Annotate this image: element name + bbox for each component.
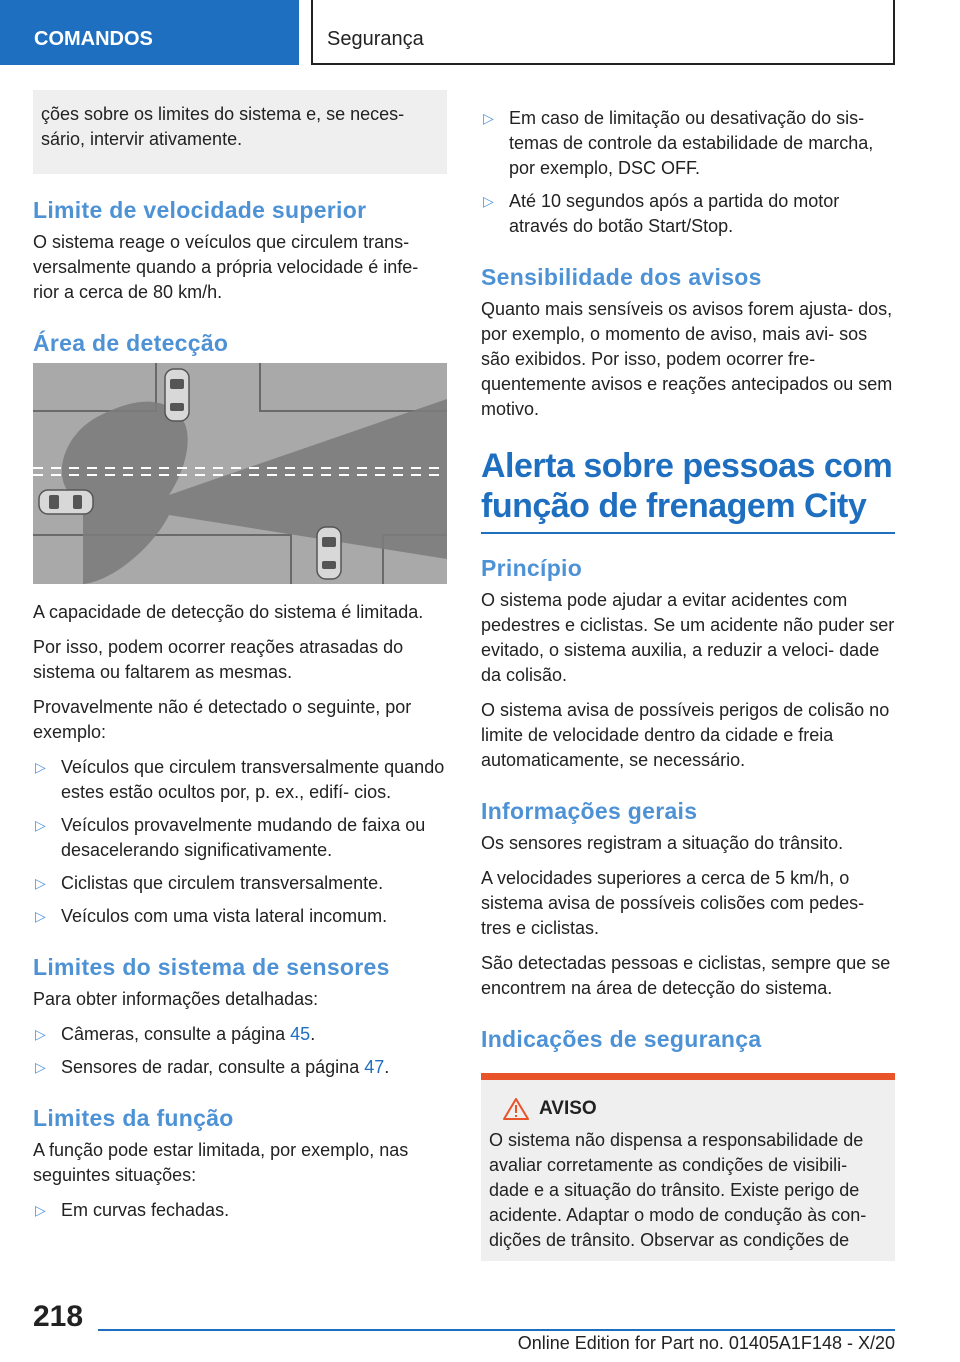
list-item: ▷ Veículos com uma vista lateral incomum. <box>33 904 447 929</box>
heading-principle: Princípio <box>481 555 583 581</box>
heading-function-limits: Limites da função <box>33 1105 234 1131</box>
detection-text-3: Provavelmente não é detectado o seguinte, por exemplo: <box>33 697 412 742</box>
triangle-bullet-icon: ▷ <box>35 817 46 833</box>
heading-speed-limit: Limite de velocidade superior <box>33 197 367 223</box>
warning-label: AVISO <box>539 1098 597 1119</box>
triangle-bullet-icon: ▷ <box>35 1202 46 1218</box>
triangle-bullet-icon: ▷ <box>35 908 46 924</box>
function-limits-text: A função pode estar limitada, por exemplo, nas seguintes situações: <box>33 1140 409 1185</box>
detection-list <box>33 755 447 929</box>
shaded-note-text: ções sobre os limites do sistema e, se neces- sário, intervir ativamente. <box>41 104 405 149</box>
speed-limit-text: O sistema reage o veículos que circulem trans- versalmente quando a própria velocidade é infe- rior a cerca de 80 km/h. <box>33 232 419 302</box>
general-info-text-2: A velocidades superiores a cerca de 5 km/h, o sistema avisa de possíveis colisões com pedes- tres e ciclistas. <box>481 868 865 938</box>
sensor-list <box>33 1022 447 1080</box>
triangle-bullet-icon: ▷ <box>35 1059 46 1075</box>
list-item: ▷ Câmeras, consulte a página 45. <box>33 1022 447 1047</box>
list-item: ▷ Ciclistas que circulem transversalmente. <box>33 871 447 896</box>
detection-text-1: A capacidade de detecção do sistema é limitada. <box>33 602 424 622</box>
heading-safety: Indicações de segurança <box>481 1026 762 1052</box>
list-item: ▷ Sensores de radar, consulte a página 47. <box>33 1055 447 1080</box>
principle-text-1: O sistema pode ajudar a evitar acidentes com pedestres e ciclistas. Se um acidente não puder ser evitado, o sistema auxilia, a reduzir a veloci- dade da colisão. <box>481 590 895 685</box>
car-icon-bottom <box>317 527 341 579</box>
warning-text: O sistema não dispensa a responsabilidade de avaliar corretamente as condições de visibili- dade e a situação do trânsito. Existe perigo de acidente. Adaptar o modo de condução às con- dições de trânsito. Observar as condições de <box>489 1130 867 1250</box>
heading-warning-sensitivity: Sensibilidade dos avisos <box>481 264 762 290</box>
page-link-radar[interactable]: 47 <box>364 1057 385 1077</box>
triangle-bullet-icon: ▷ <box>483 193 494 209</box>
right-column <box>481 90 895 1261</box>
detection-area-illustration <box>33 363 447 584</box>
principle-text-2: O sistema avisa de possíveis perigos de colisão no limite de velocidade dentro da cidade e freia automaticamente, se necessário. <box>481 700 890 770</box>
sensor-limits-text: Para obter informações detalhadas: <box>33 989 319 1009</box>
list-item: ▷ Em caso de limitação ou desativação do sis- temas de controle da estabilidade de marcha, por exemplo, DSC OFF. <box>483 108 874 178</box>
footer-divider <box>98 1329 895 1331</box>
detection-text-2: Por isso, podem ocorrer reações atrasadas do sistema ou faltarem as mesmas. <box>33 637 404 682</box>
list-item: ▷ Em curvas fechadas. <box>33 1198 447 1223</box>
warning-sensitivity-text: Quanto mais sensíveis os avisos forem ajusta- dos, por exemplo, o momento de aviso, mais avi- sos são exibidos. Por isso, podem ocorrer fre- quentemente avisos e reações antecipados ou sem motivo. <box>481 299 893 419</box>
list-item: ▷ Veículos que circulem transversalmente quando estes estão ocultos por, p. ex., edifí- cios. <box>35 757 445 802</box>
chapter-title: Alerta sobre pessoas com função de frenagem City <box>481 446 895 534</box>
shaded-note <box>33 90 447 174</box>
triangle-bullet-icon: ▷ <box>35 759 46 775</box>
left-column <box>33 90 447 1233</box>
car-icon-left <box>39 490 93 514</box>
warning-triangle-icon <box>503 1098 529 1120</box>
list-item: ▷ Até 10 segundos após a partida do motor através do botão Start/Stop. <box>483 191 840 236</box>
list-item: ▷ Veículos provavelmente mudando de faixa ou desacelerando significativamente. <box>35 815 426 860</box>
triangle-bullet-icon: ▷ <box>483 110 494 126</box>
header-section-label: COMANDOS <box>34 28 153 50</box>
car-icon-top <box>165 369 189 421</box>
function-list <box>33 1198 447 1223</box>
heading-detection-area: Área de detecção <box>33 330 229 356</box>
page-number: 218 <box>33 1300 84 1333</box>
triangle-bullet-icon: ▷ <box>35 1026 46 1042</box>
general-info-text-1: Os sensores registram a situação do trânsito. <box>481 833 844 853</box>
general-info-text-3: São detectadas pessoas e ciclistas, sempre que se encontrem na área de detecção do sistema. <box>481 953 891 998</box>
heading-sensor-limits: Limites do sistema de sensores <box>33 954 390 980</box>
continued-list <box>481 106 895 239</box>
header-topic-label: Segurança <box>327 28 424 50</box>
page-link-cameras[interactable]: 45 <box>290 1024 311 1044</box>
warning-box <box>481 1073 895 1261</box>
header-section-tab <box>0 0 299 65</box>
header-topic-tab <box>311 0 895 65</box>
triangle-bullet-icon: ▷ <box>35 875 46 891</box>
heading-general-info: Informações gerais <box>481 798 698 824</box>
footer-edition: Online Edition for Part no. 01405A1F148 - X/20 <box>517 1333 895 1353</box>
